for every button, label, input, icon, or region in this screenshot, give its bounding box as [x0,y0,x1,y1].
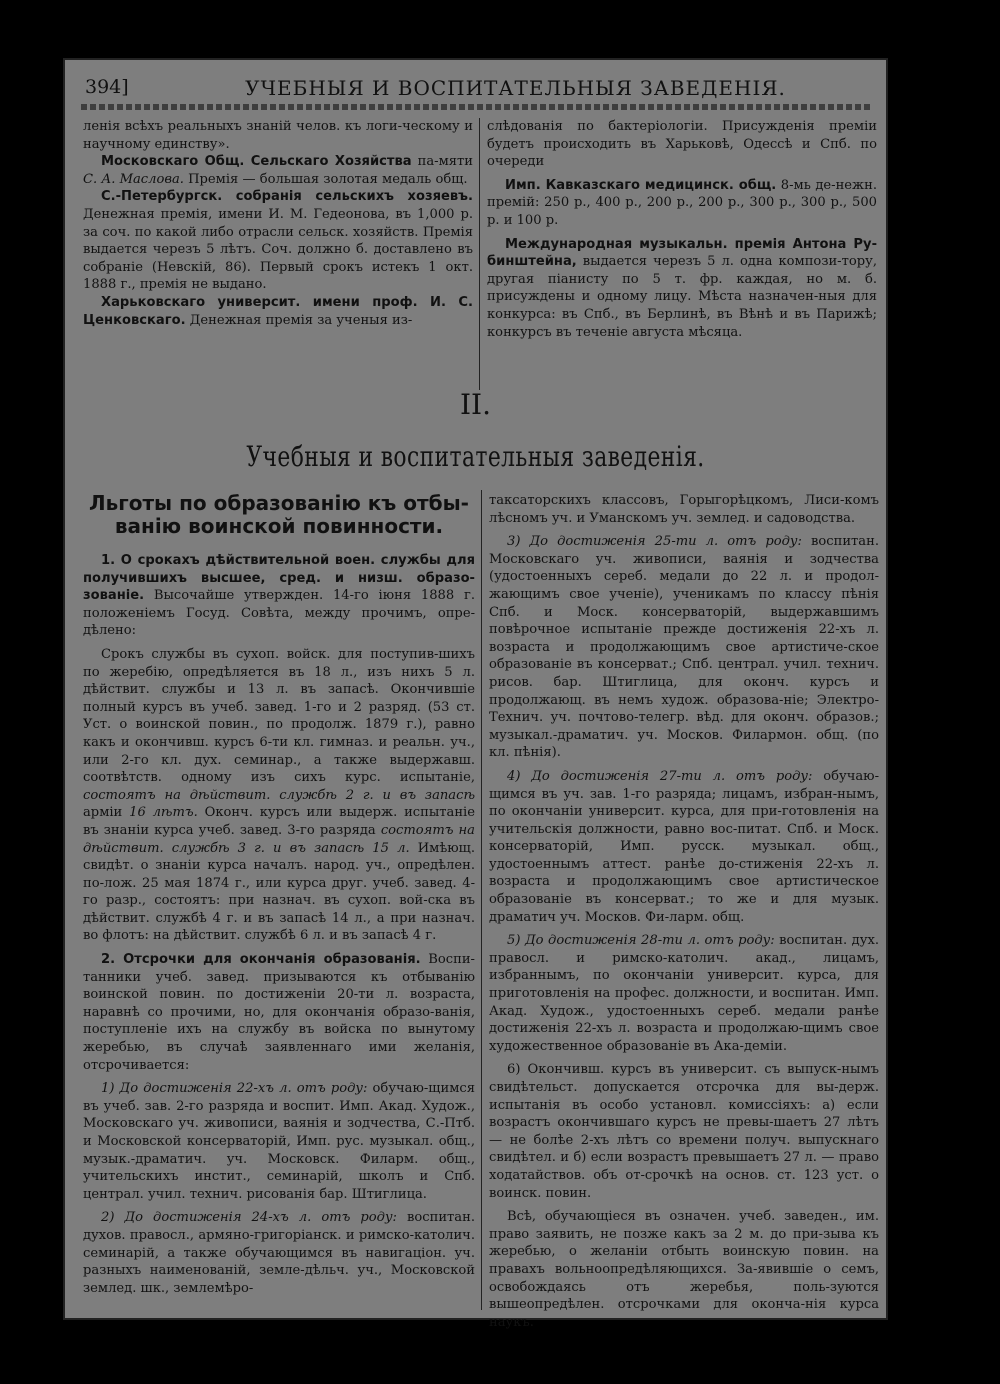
left-section-1: 1. О срокахъ дѣйствительной воен. службы для получившихъ высшее, сред. и низш. образо-зованіе. Высочайше утвержден. 14-го іюня 1888 г. положеніемъ Госуд. Совѣта, между прочимъ, опре-дѣлено: [83,553,475,639]
running-title: УЧЕБНЫЯ И ВОСПИТАТЕЛЬНЫЯ ЗАВЕДЕНІЯ. [245,76,786,100]
left-item-2: 2) До достиженія 24-хъ л. отъ роду: воспитан. духов. правосл., армяно-григоріанск. и римско-католич. семинарій, а также обучающимся въ навигаціон. уч. разныхъ наименованій, земле-дѣльч. уч., Московской землед. шк., землемѣро- [83,1210,475,1296]
left-column [83,492,475,1297]
right-item-4: 4) До достиженія 27-ти л. отъ роду: обучаю-щимся въ уч. зав. 1-го разряда; лицамъ, избран-нымъ, по окончаніи университ. курса, для при-готовленія на учительскія должности, равно вос-питат. Спб. и Моск. консерваторій, Имп. русск. музыкал. общ., удостоеннымъ аттест. ранѣе до-стиженія 22-хъ л. возраста и продолжающимъ свое артистическое образованіе въ консерват.; то же и для музык. драматич уч. Москов. Фи-ларм. общ. [489,768,880,925]
top-left-para-1: ленія всѣхъ реальныхъ знаній челов. къ логи-ческому и научному единству». [83,119,473,152]
page-number: 394] [85,76,129,98]
left-item-1: 1) До достиженія 22-хъ л. отъ роду: обучаю-щимся въ учеб. зав. 2-го разряда и воспит. Имп. Акад. Худож., Московскаго уч. живописи, ваянія и зодчества, С.-Птб. и Московской консерваторій, Имп. рус. музыкал. общ., музык.-драматич. уч. Московск. Филарм. общ., учительскихъ инстит., семинарій, школъ и Спб. централ. учил. технич. рисованія бар. Штиглица. [83,1081,475,1202]
right-column [489,492,879,1331]
top-right-para-3: Международная музыкальн. премія Антона Ру-бинштейна, выдается черезъ 5 л. одна компози-тору, другая піанисту по 5 т. фр. каждая, но м. б. присуждены и одному лицу. Мѣста назначен-ныя для конкурса: въ Спб., въ Берлинѣ, въ Вѣнѣ и въ Парижѣ; конкурсъ въ теченіе августа мѣсяца. [487,236,877,340]
right-item-5: 5) До достиженія 28-ти л. отъ роду: воспитан. дух. правосл. и римско-католич. акад., лицамъ, избраннымъ, по окончаніи университ. курса, для приготовленія на профес. должности, и воспитан. Имп. Акад. Худож., удостоенныхъ сереб. медали ранѣе достиженія 22-хъ л. возраста и продолжаю-щимъ свое художественное образованіе въ Ака-деміи. [489,933,879,1054]
right-item-6: 6) Окончивш. курсъ въ университ. съ выпуск-нымъ свидѣтельст. допускается отсрочка для вы-держ. испытанія въ особо установл. комиссіяхъ: а) если возрастъ окончившаго курсъ не превы-шаетъ 27 лѣтъ — не болѣе 2-хъ лѣтъ со времени получ. выпускнаго свидѣтел. и б) если возрастъ превышаетъ 27 л. — право ходатайствов. объ от-срочкѣ на основ. ст. 123 уст. о воинск. повин. [489,1062,879,1201]
right-para-final: Всѣ, обучающіеся въ означен. учеб. заведен., им. право заявить, не позже какъ за 2 м. до при-зыва къ жеребью, о желаніи отбыть воинскую повин. на правахъ вольноопредѣляющихся. За-явившіе о семъ, освобождаясь отъ жеребья, поль-зуются вышеопредѣлен. отсрочками для оконча-нія курса наукъ. [489,1209,879,1330]
top-left-para-2: Московскаго Общ. Сельскаго Хозяйства па-мяти С. А. Маслова. Премія — большая золотая медаль общ. [83,154,473,187]
top-right-para-1: слѣдованія по бактеріологіи. Присужденія преміи будетъ происходить въ Харьковѣ, Одессѣ и Спб. по очереди [487,119,877,170]
left-section-2: 2. Отсрочки для окончанія образованія. Воспи-танники учеб. завед. призываются къ отбыванію воинской повин. по достиженіи 20-ти л. возраста, наравнѣ со прочими, но, для окончанія образо-ванія, поступленіе ихъ на службу въ войска по вынутому жеребью, въ случаѣ заявленнаго ими желанія, отсрочивается: [83,952,475,1073]
right-item-3: 3) До достиженія 25-ти л. отъ роду: воспитан. Московскаго уч. живописи, ваянія и зодчества (удостоенныхъ сереб. медали до 22 л. и продол-жающимъ свое ученіе), ученикамъ по классу пѣнія Спб. и Моск. консерваторій, выдержавшимъ повѣрочное испытаніе прежде достиженія 22-хъ л. возраста и продолжающимъ свое артистиче-ское образованіе въ консерват.; Спб. централ. учил. технич. рисов. бар. Штиглица, для оконч. курсъ и продолжающ. въ немъ худож. образова-ніе; Электро-Технич. уч. почтово-телегр. вѣд. для оконч. образов.; музыкал.-драматич. уч. Москов. Филармон. общ. (по кл. пѣнія). [489,534,879,761]
book-page [63,58,888,1330]
top-right-para-2: Имп. Кавказскаго медицинск. общ. 8-мь де-нежн. премій: 250 р., 400 р., 200 р., 200 р., 300 р., 300 р., 500 р. и 100 р. [487,177,877,228]
top-column-divider [479,118,480,390]
bottom-column-divider [481,490,482,1310]
top-right-column [487,118,877,341]
running-header [85,74,866,104]
top-left-para-3: С.-Петербургск. собранія сельскихъ хозяевъ. Денежная премія, имени И. М. Гедеонова, въ 1,000 р. за соч. по какой либо отрасли сельск. хозяйств. Премія выдается черезъ 5 лѣтъ. Соч. должно б. доставлено въ собраніе (Невскій, 86). Первый срокъ истекъ 1 окт. 1888 г., премія не выдано. [83,189,473,293]
top-left-column [83,118,473,329]
left-para-service-term: Срокъ службы въ сухоп. войск. для поступив-шихъ по жеребію, опредѣляется въ 18 л., изъ нихъ 5 л. дѣйствит. службы и 13 л. въ запасѣ. Окончившіе полный курсъ въ учеб. завед. 1-го и 2 разряд. (53 ст. Уст. о воинской повин., по продолж. 1879 г.), равно какъ и окончивш. курсъ 6-ти кл. гимназ. и реальн. уч., или 2-го кл. дух. семинар., а также выдержавш. соотвѣтств. одному изъ сихъ курс. испытаніе, состоятъ на дѣйствит. службѣ 2 г. и въ запасѣ арміи 16 лѣтъ. Оконч. курсъ или выдерж. испытаніе въ знаніи курса учеб. завед. 3-го разряда состоятъ на дѣйствит. службѣ 3 г. и въ запасѣ 15 л. Имѣющ. свидѣт. о знаніи курса началъ. народ. уч., опредѣлен. по-лож. 25 мая 1874 г., или курса друг. учеб. завед. 4-го разр., состоятъ: при назнач. въ сухоп. вой-ска въ дѣйствит. службѣ 4 г. и въ запасѣ 14 л., а при назнач. во флотъ: на дѣйствит. службѣ 6 л. и въ запасѣ 4 г. [83,646,475,944]
right-para-1: таксаторскихъ классовъ, Горыгорѣцкомъ, Лиси-комъ лѣсномъ уч. и Уманскомъ уч. землед. и садоводства. [489,493,879,526]
section-numeral: II. [459,388,492,421]
section-title: Учебныя и воспитательныя заведенія. [246,440,705,473]
header-rule [81,104,870,110]
top-left-para-4: Харьковскаго университ. имени проф. И. С. Ценковскаго. Денежная премія за ученыя из- [83,294,473,328]
benefits-heading: Льготы по образованію къ отбы-ванію воинской повинности. [89,491,469,538]
